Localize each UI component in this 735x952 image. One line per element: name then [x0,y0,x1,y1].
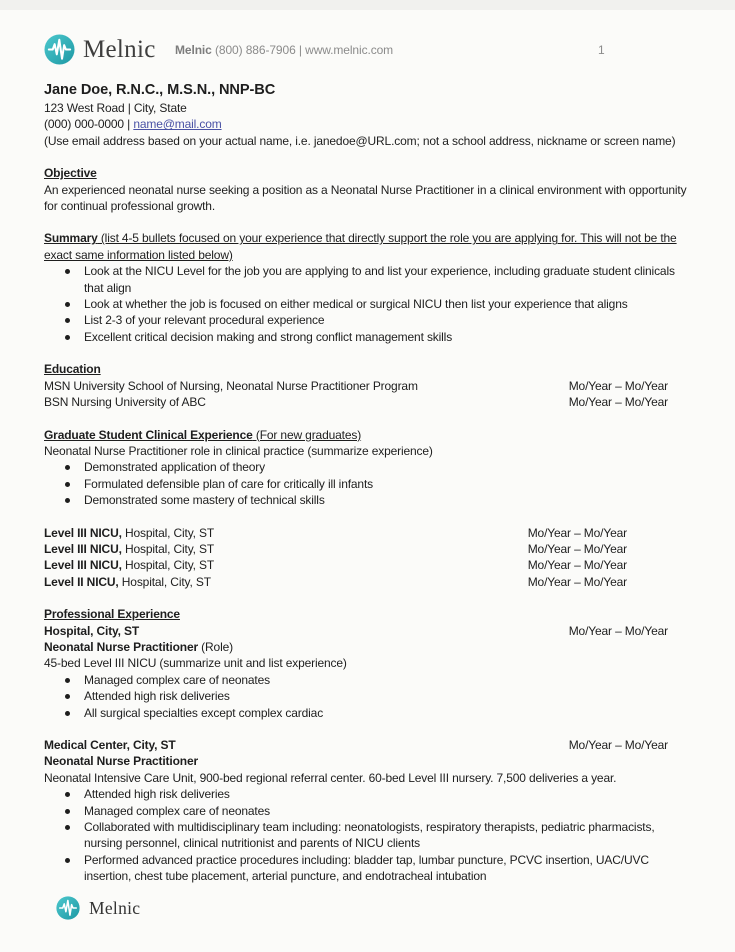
graduate-bullet-list [44,459,690,508]
graduate-heading-line [44,427,690,443]
header-contact-line [175,43,393,57]
placement-level: Level III NICU, [44,558,122,573]
summary-heading: Summary [44,231,98,246]
education-school: MSN University School of Nursing, Neonatal Nurse Practitioner Program [44,378,418,393]
placement-level: Level III NICU, [44,541,122,556]
education-heading: Education [44,362,101,377]
page-footer-logo [56,896,140,920]
summary-section [44,230,690,345]
job-title-line [44,753,690,769]
placement-row [44,574,690,590]
placement-dates: Mo/Year – Mo/Year [527,541,627,556]
placement-dates: Mo/Year – Mo/Year [527,558,627,573]
job-bullet-list [44,672,690,721]
placement-row [44,557,690,573]
page-number: 1 [598,43,605,57]
placement-location: Hospital, City, ST [121,541,215,556]
placement-text [44,574,211,590]
list-item: List 2-3 of your relevant procedural experience [44,312,690,328]
resume-content [0,34,735,885]
job-employer: Medical Center, City, ST [44,738,176,752]
objective-heading: Objective [44,166,97,181]
candidate-phone: (000) 000-0000 [44,117,124,132]
education-dates: Mo/Year – Mo/Year [568,395,668,410]
job-title: Neonatal Nurse Practitioner [44,754,198,769]
list-item: Attended high risk deliveries [44,786,690,802]
graduate-heading-note: (For new graduates) [252,427,362,442]
candidate-phone-email [44,116,690,132]
placement-level: Level III NICU, [44,525,122,540]
professional-heading: Professional Experience [44,607,180,622]
placement-text [44,525,214,541]
graduate-clinical-section [44,427,690,509]
professional-experience-section [44,606,690,885]
list-item: Look at the NICU Level for the job you are applying to and list your experience, including graduate student clinicals that align [44,263,690,296]
objective-text: An experienced neonatal nurse seeking a position as a Neonatal Nurse Practitioner in a clinical environment with opportunity for continual professional growth. [44,182,687,214]
header-brand-name: Melnic [175,43,212,57]
heartbeat-pulse-icon [44,34,75,65]
job-title: Neonatal Nurse Practitioner [44,639,198,654]
page-top-strip [0,0,735,10]
header-phone-web: (800) 886-7906 | www.melnic.com [211,43,394,57]
list-item: Formulated defensible plan of care for critically ill infants [44,476,690,492]
placement-location: Hospital, City, ST [121,525,215,540]
education-row [44,378,690,394]
job-dates: Mo/Year – Mo/Year [568,738,668,752]
placement-row [44,525,690,541]
placement-location: Hospital, City, ST [118,574,211,589]
placement-text [44,557,214,573]
list-item: Excellent critical decision making and strong conflict management skills [44,329,690,345]
placement-dates: Mo/Year – Mo/Year [527,574,627,589]
list-item: Demonstrated application of theory [44,459,690,475]
page-header [44,34,690,68]
graduate-heading: Graduate Student Clinical Experience [44,427,253,442]
melnic-logo [44,34,156,65]
list-item: All surgical specialties except complex cardiac [44,705,690,721]
summary-bullet-list [44,263,690,345]
placement-dates: Mo/Year – Mo/Year [527,525,627,540]
heartbeat-pulse-icon [56,896,80,920]
job-title-line [44,639,690,655]
job-bullet-list [44,786,690,884]
objective-section [44,165,690,214]
job-entry [44,737,690,885]
email-guidance-note: (Use email address based on your actual name, i.e. janedoe@URL.com; not a school address, nickname or screen name) [44,133,676,148]
identity-block [44,81,690,149]
job-employer: Hospital, City, ST [44,623,140,638]
job-title-note: (Role) [198,639,233,654]
candidate-name: Jane Doe, R.N.C., M.S.N., NNP-BC [44,82,276,98]
education-dates: Mo/Year – Mo/Year [568,378,668,393]
list-item: Attended high risk deliveries [44,688,690,704]
education-row [44,394,690,410]
brand-wordmark: Melnic [83,35,156,63]
placement-row [44,541,690,557]
list-item: Performed advanced practice procedures including: bladder tap, lumbar puncture, PCVC insertion, UAC/UVC insertion, chest tube placement, arterial puncture, and endotracheal intubation [44,852,690,885]
list-item: Managed complex care of neonates [44,672,690,688]
job-summary: 45-bed Level III NICU (summarize unit and list experience) [44,656,347,671]
summary-heading-note: (list 4-5 bullets focused on your experience that directly support the role you are applying for. This will not be the exact same information listed below) [44,231,677,262]
summary-heading-line [44,230,690,263]
list-item: Collaborated with multidisciplinary team including: neonatologists, respiratory therapists, pediatric pharmacists, nursing personnel, clinical nutritionist and parents of NICU clients [44,819,690,852]
graduate-intro: Neonatal Nurse Practitioner role in clinical practice (summarize experience) [44,443,433,458]
list-item: Managed complex care of neonates [44,803,690,819]
clinical-placements [44,525,690,591]
placement-text [44,541,214,557]
candidate-address: 123 West Road | City, State [44,101,187,115]
job-employer-row [44,737,690,753]
education-section [44,361,690,410]
candidate-email-link[interactable]: name@mail.com [133,117,222,132]
list-item: Look at whether the job is focused on either medical or surgical NICU then list your experience that aligns [44,296,690,312]
job-entry [44,623,690,721]
job-summary: Neonatal Intensive Care Unit, 900-bed regional referral center. 60-bed Level III nursery. 7,500 deliveries a year. [44,770,617,785]
job-dates: Mo/Year – Mo/Year [568,623,668,638]
list-item: Demonstrated some mastery of technical skills [44,492,690,508]
placement-level: Level II NICU, [44,574,119,589]
education-school: BSN Nursing University of ABC [44,395,206,410]
placement-location: Hospital, City, ST [121,558,215,573]
brand-wordmark: Melnic [89,897,141,918]
job-employer-row [44,623,690,639]
separator: | [123,117,134,132]
